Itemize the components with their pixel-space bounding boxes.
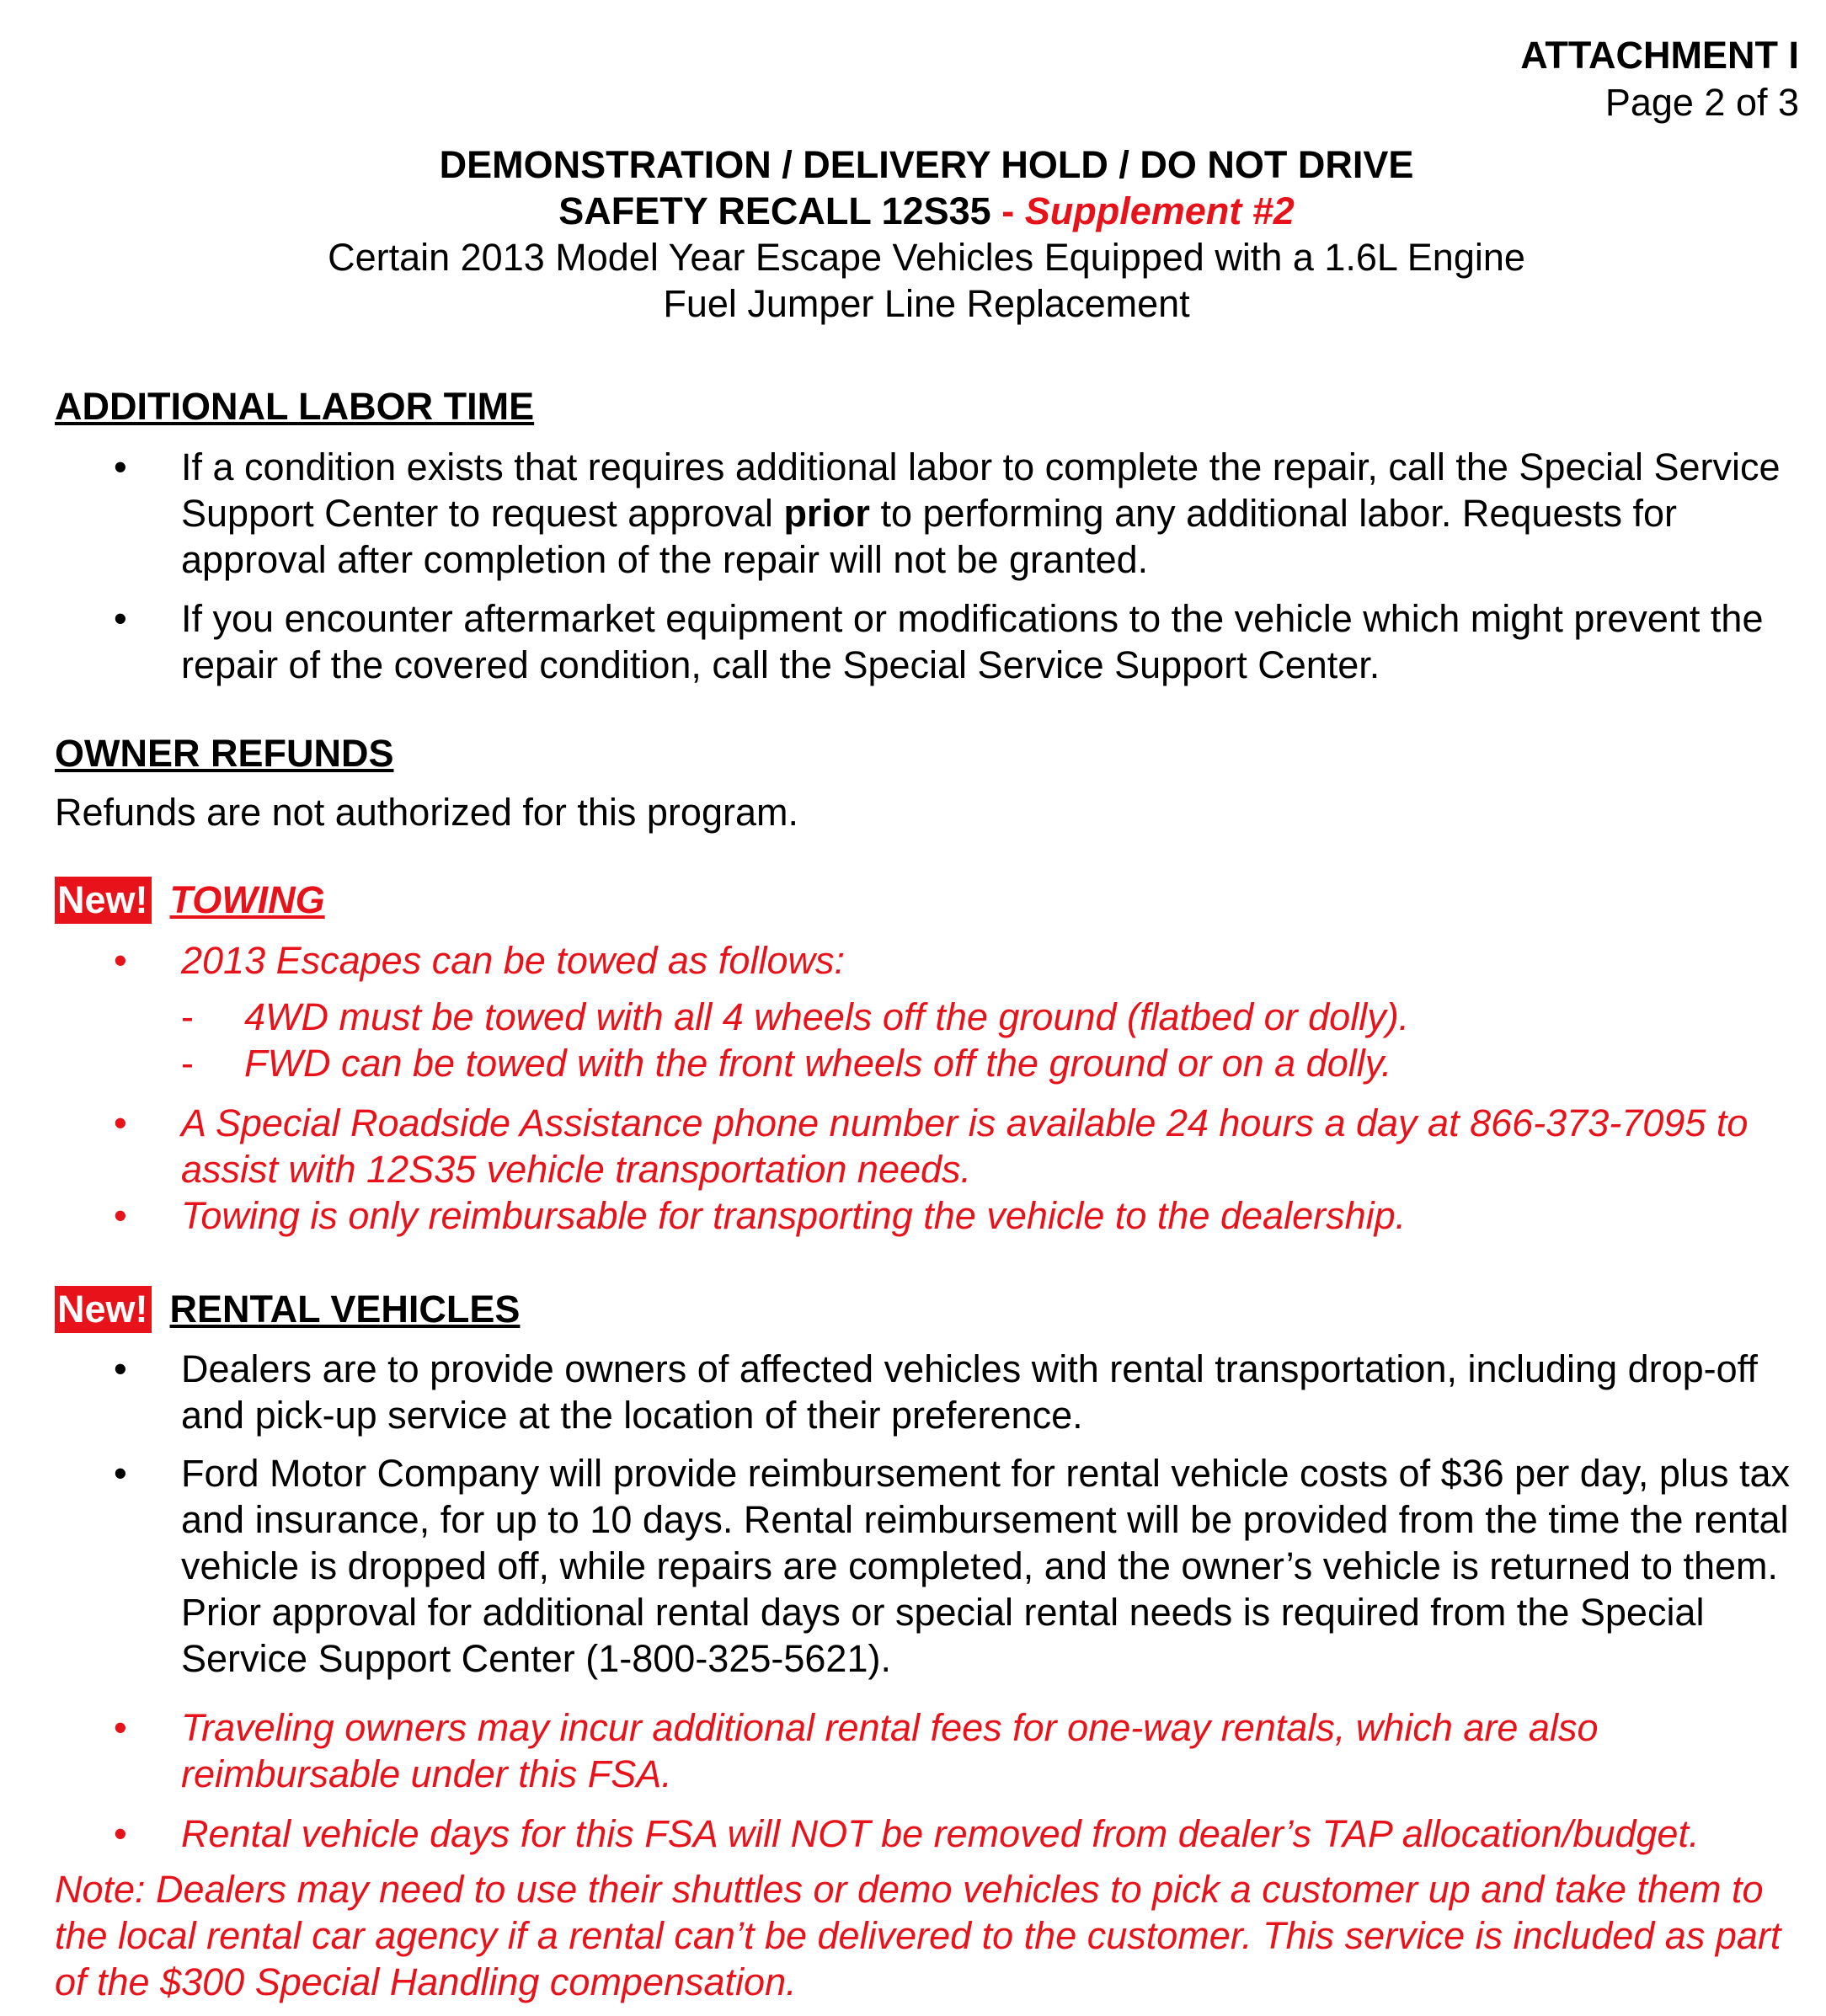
attachment-label-block [1520,32,1799,126]
rental-heading-row [55,1286,520,1333]
labor-heading: ADDITIONAL LABOR TIME [55,385,535,428]
header-line-4: Fuel Jumper Line Replacement [663,282,1190,325]
dash-icon: - [181,1042,194,1085]
dash-icon: - [181,995,194,1038]
bullet-icon: • [114,597,127,640]
list-item [0,1704,1826,1797]
rental-bullet-2: Ford Motor Company will provide reimbursement for rental vehicle costs of $36 per day, plus tax and insurance, for up to 10 days. Rental reimbursement will be provided from the time the rental vehicle is dropped off, while repairs are completed, and the owner’s vehicle is returned to them. Prior approval for additional rental days or special rental needs is required from the Special Service Support Center (1-800-325-5621). [181,1452,1790,1680]
list-item [0,1192,1826,1239]
list-item [0,595,1826,688]
bullet-icon: • [114,939,127,982]
labor-bullet-1-bold: prior [783,492,870,535]
header-line-1: DEMONSTRATION / DELIVERY HOLD / DO NOT DRIVE [439,143,1414,186]
header-line-3: Certain 2013 Model Year Escape Vehicles Equipped with a 1.6L Engine [328,236,1525,279]
labor-list [0,444,1826,688]
new-badge: New! [55,877,152,924]
towing-heading: TOWING [169,878,325,921]
labor-bullet-1-part1: If a condition exists that requires additional labor to complete the repair, call the Special Service Support Center to request approval [181,445,1781,535]
list-item [0,1040,1826,1086]
bullet-icon: • [114,1194,127,1237]
rental-list [0,1346,1826,1857]
refunds-text: Refunds are not authorized for this program. [55,791,798,834]
supplement-label: Supplement #2 [1024,189,1295,232]
bullet-icon: • [114,1812,127,1855]
attachment-label: ATTACHMENT I [1520,34,1799,77]
bullet-icon: • [114,445,127,488]
bullet-icon: • [114,1347,127,1390]
recall-number: SAFETY RECALL 12S35 [558,189,991,232]
document-header [253,141,1600,327]
list-item [0,1346,1826,1438]
list-item [0,994,1826,1040]
new-badge: New! [55,1286,152,1333]
bullet-icon: • [114,1706,127,1749]
bullet-icon: • [114,1101,127,1144]
towing-bullet-3: Towing is only reimbursable for transporting the vehicle to the dealership. [181,1194,1407,1237]
list-item [0,444,1826,583]
towing-sub-2: FWD can be towed with the front wheels off the ground or on a dolly. [244,1042,1392,1085]
list-item [0,1450,1826,1682]
page-number: Page 2 of 3 [1604,81,1799,124]
rental-bullet-3: Traveling owners may incur additional rental fees for one-way rentals, which are also reimbursable under this FSA. [181,1706,1599,1795]
list-item [0,1100,1826,1192]
list-item [0,937,1826,984]
towing-bullet-2: A Special Roadside Assistance phone number is available 24 hours a day at 866-373-7095 to assist with 12S35 vehicle transportation needs. [181,1101,1749,1191]
labor-bullet-1-part2: to performing any additional labor. Requests for approval after completion of the repair will not be granted. [181,492,1678,581]
towing-heading-row [55,877,325,924]
rental-bullet-4: Rental vehicle days for this FSA will NOT be removed from dealer’s TAP allocation/budget. [181,1812,1700,1855]
header-line-2 [253,188,1600,234]
rental-heading: RENTAL VEHICLES [169,1288,521,1331]
refunds-heading: OWNER REFUNDS [55,732,394,775]
bullet-icon: • [114,1452,127,1495]
header-separator: - [990,189,1025,232]
rental-bullet-1: Dealers are to provide owners of affected vehicles with rental transportation, including drop-off and pick-up service at the location of their preference. [181,1347,1758,1437]
list-item [0,1811,1826,1857]
towing-sub-1: 4WD must be towed with all 4 wheels off the ground (flatbed or dolly). [244,995,1410,1038]
rental-note: Note: Dealers may need to use their shuttles or demo vehicles to pick a customer up and take them to the local rental car agency if a rental can’t be delivered to the customer. This service is included as part of the $300 Special Handling compensation. [55,1868,1781,2003]
labor-bullet-2: If you encounter aftermarket equipment or modifications to the vehicle which might prevent the repair of the covered condition, call the Special Service Support Center. [181,597,1764,686]
towing-bullet-1: 2013 Escapes can be towed as follows: [181,939,845,982]
towing-list [0,937,1826,1239]
